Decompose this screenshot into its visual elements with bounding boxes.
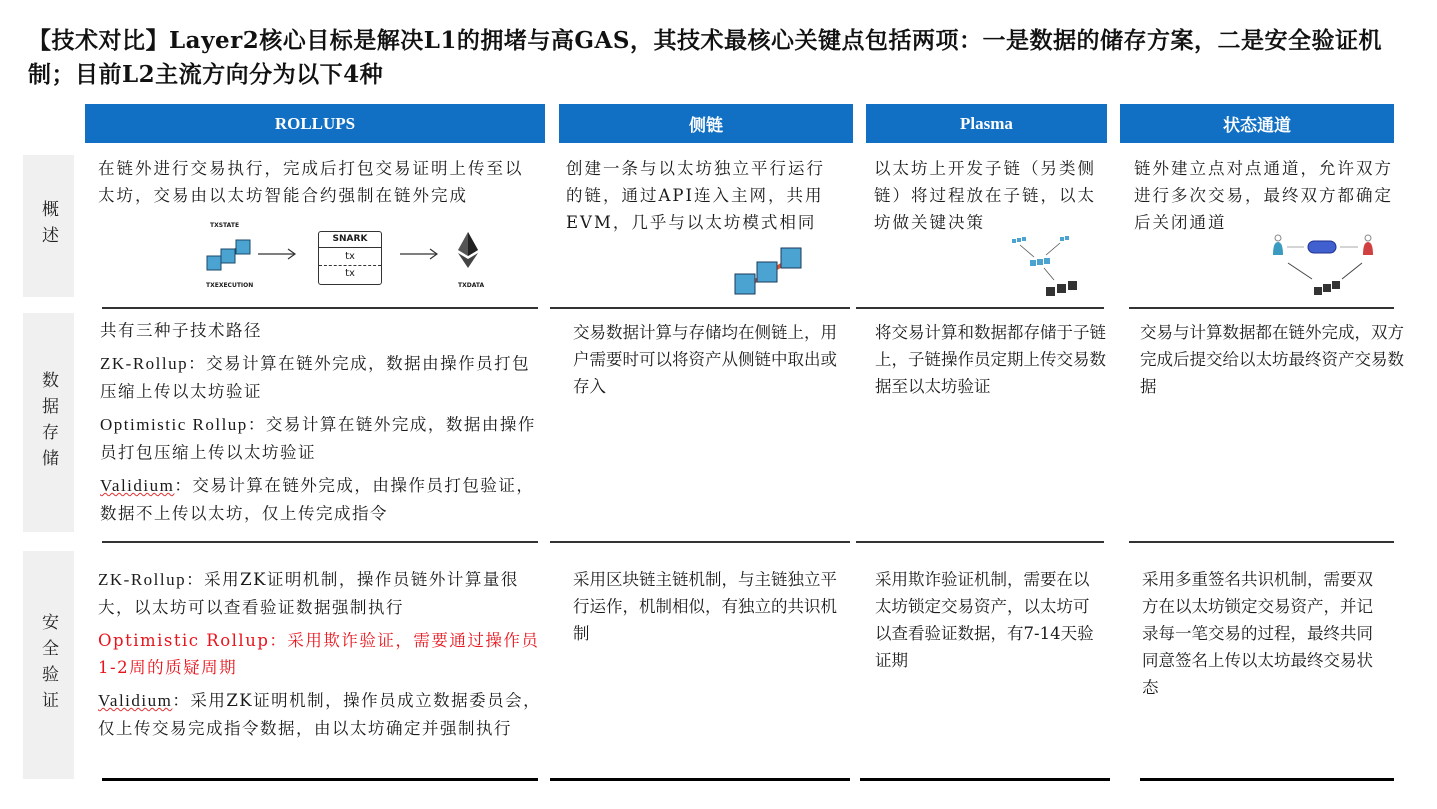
table-bottom-border <box>860 778 1110 781</box>
data-storage-rollups <box>100 317 545 533</box>
data-storage-sidechain: 交易数据计算与存储均在侧链上，用户需要时可以将资产从侧链中取出或存入 <box>573 323 837 396</box>
data-storage-state-channel: 交易与计算数据都在链外完成，双方完成后提交给以太坊最终资产交易数据 <box>1140 323 1404 396</box>
validium-text: ：采用ZK证明机制，操作员成立数据委员会，仅上传交易完成指令数据，由以太坊确定并强制执行 <box>98 691 542 738</box>
validium-label: Validium <box>100 476 175 495</box>
zk-rollup-label: ZK-Rollup <box>100 354 189 373</box>
rollup-diagram <box>200 222 500 292</box>
overview-plasma: 以太坊上开发子链（另类侧链）将过程放在子链，以太坊做关键决策 <box>874 159 1096 232</box>
blockchain-cubes-icon <box>204 234 254 274</box>
row-divider <box>102 307 538 309</box>
validium-text: ：交易计算在链外完成，由操作员打包验证，数据不上传以太坊，仅上传完成指令 <box>100 476 535 523</box>
row-divider <box>550 541 850 543</box>
snark-label: SNARK <box>319 232 381 248</box>
row-label-text: 概述 <box>38 200 58 252</box>
tx-label-1: tx <box>319 248 381 266</box>
row-label-data-storage <box>23 313 74 532</box>
optimistic-rollup-text: ：交易计算在链外完成，数据由操作员打包压缩上传以太坊验证 <box>100 415 536 462</box>
validium-label: Validium <box>98 691 173 710</box>
data-storage-optimistic-rollup <box>100 411 545 466</box>
row-divider <box>856 541 1104 543</box>
arrow-right-icon <box>400 248 440 260</box>
security-optimistic-rollup-highlight: Optimistic Rollup：采用欺诈验证，需要通过操作员1-2周的质疑周期 <box>98 631 540 677</box>
column-header-sidechain: 侧链 <box>559 104 853 143</box>
security-rollups <box>98 566 543 748</box>
row-label-security <box>23 551 74 779</box>
security-validium <box>98 687 543 742</box>
overview-sidechain: 创建一条与以太坊独立平行运行的链，通过API连入主网，共用EVM，几乎与以太坊模式相同 <box>566 159 825 232</box>
state-channel-icon <box>1270 233 1390 298</box>
security-sidechain: 采用区块链主链机制，与主链独立平行运作，机制相似，有独立的共识机制 <box>573 570 837 643</box>
tx-execution-label: TXEXECUTION <box>206 282 254 289</box>
column-header-rollups: ROLLUPS <box>85 104 545 143</box>
row-label-text: 安全验证 <box>38 613 58 717</box>
data-storage-zk-rollup <box>100 350 545 405</box>
zk-rollup-text: ：交易计算在链外完成，数据由操作员打包压缩上传以太坊验证 <box>100 354 531 401</box>
column-header-state-channel: 状态通道 <box>1120 104 1394 143</box>
tx-state-label: TXSTATE <box>210 222 240 229</box>
table-bottom-border <box>102 778 538 781</box>
security-zk-rollup <box>98 566 543 621</box>
row-label-text: 数据存储 <box>38 370 58 475</box>
data-storage-validium <box>100 472 545 527</box>
security-plasma: 采用欺诈验证机制，需要在以太坊锁定交易资产，以太坊可以查看验证数据，有7-14天验证期 <box>875 570 1094 670</box>
overview-rollups: 在链外进行交易执行，完成后打包交易证明上传至以太坊，交易由以太坊智能合约强制在链外完成 <box>98 159 524 205</box>
row-divider <box>1129 541 1394 543</box>
row-divider <box>856 307 1104 309</box>
table-bottom-border <box>550 778 850 781</box>
page-title: 【技术对比】Layer2核心目标是解决L1的拥堵与高GAS，其技术最核心关键点包括两项：一是数据的储存方案，二是安全验证机制；目前L2主流方向分为以下4种 <box>28 27 1382 88</box>
row-divider <box>550 307 850 309</box>
ethereum-icon <box>458 232 478 268</box>
column-header-plasma: Plasma <box>866 104 1107 143</box>
data-storage-intro: 共有三种子技术路径 <box>100 321 262 340</box>
tx-label-2: tx <box>345 268 355 279</box>
row-divider <box>1129 307 1394 309</box>
data-storage-plasma: 将交易计算和数据都存储于子链上，子链操作员定期上传交易数据至以太坊验证 <box>875 323 1106 396</box>
optimistic-rollup-label: Optimistic Rollup <box>100 415 248 434</box>
table-bottom-border <box>1140 778 1394 781</box>
overview-state-channel: 链外建立点对点通道，允许双方进行多次交易，最终双方都确定后关闭通道 <box>1134 159 1393 232</box>
security-state-channel: 采用多重签名共识机制，需要双方在以太坊锁定交易资产，并记录每一笔交易的过程，最终共同同意签名上传以太坊最终交易状态 <box>1142 570 1373 697</box>
plasma-childchain-icon <box>1010 235 1090 300</box>
sidechain-blocks-icon <box>733 244 805 300</box>
row-label-overview <box>23 155 74 297</box>
zk-rollup-text: ：采用ZK证明机制，操作员链外计算量很大，以太坊可以查看验证数据强制执行 <box>98 570 519 617</box>
snark-scroll-icon <box>318 231 382 285</box>
row-divider <box>102 541 538 543</box>
arrow-right-icon <box>258 248 298 260</box>
zk-rollup-label: ZK-Rollup <box>98 570 187 589</box>
tx-data-label: TXDATA <box>458 282 485 289</box>
